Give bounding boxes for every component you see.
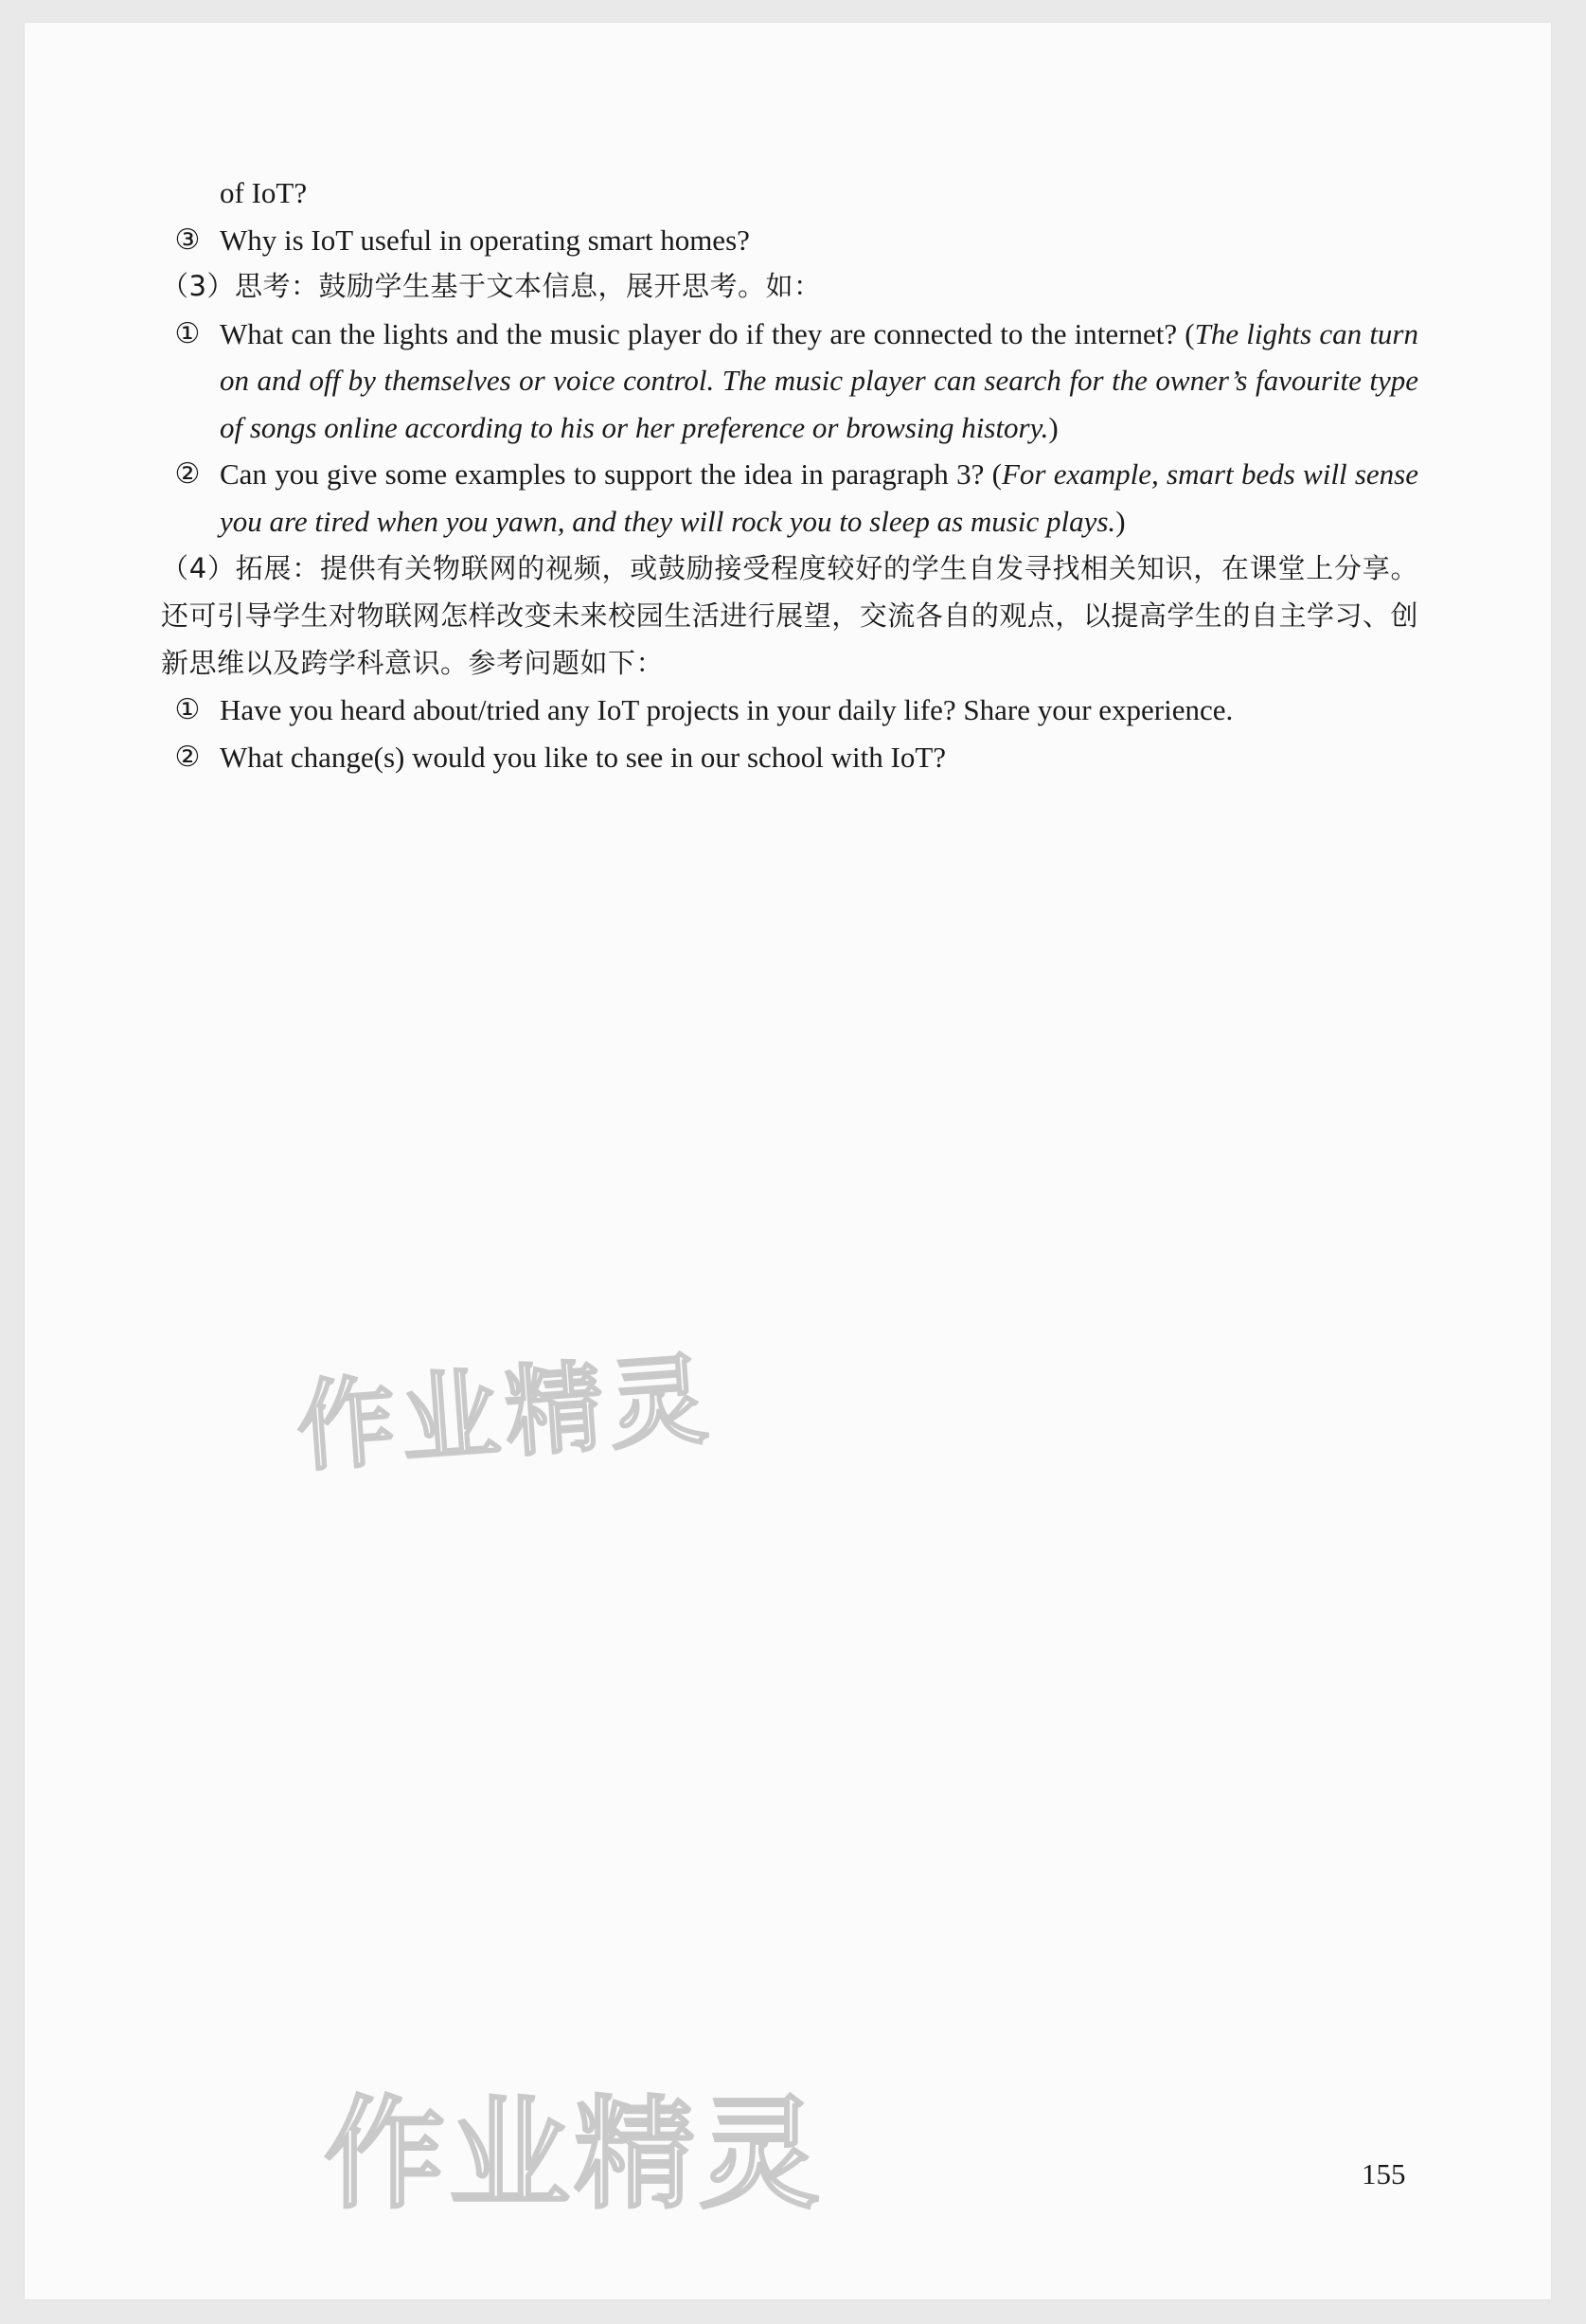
question-item: [169, 687, 1418, 734]
continued-question-line: [169, 170, 1418, 217]
answer-text: For example, smart beds will sense you are tired when you yawn, and they will rock you to sleep as music plays.: [220, 457, 1418, 538]
document-page: [25, 23, 1551, 2299]
question-text: Can you give some examples to support the idea in paragraph 3? (: [220, 457, 1002, 491]
item-number: ①: [174, 693, 201, 726]
question-text: of IoT?: [220, 176, 308, 209]
page-content: [161, 170, 1418, 780]
answer-text: The lights can turn on and off by themselves or voice control. The music player can search for the owner’s favourite type of songs online according to his or her preference or browsing history.: [220, 316, 1418, 444]
section-paragraph-extension: （4）拓展：提供有关物联网的视频，或鼓励接受程度较好的学生自发寻找相关知识，在课堂上分享。还可引导学生对物联网怎样改变未来校园生活进行展望，交流各自的观点，以提高学生的自主学习、创新思维以及跨学科意识。参考问题如下：: [161, 552, 1418, 679]
page-number: 155: [1362, 2157, 1406, 2190]
item-number: ①: [174, 316, 201, 350]
watermark-logo: 作业精灵: [293, 1341, 718, 1486]
closing-paren: ): [1115, 504, 1126, 538]
closing-paren: ): [1048, 410, 1059, 444]
section-heading-thinking: （3）思考：鼓励学生基于文本信息，展开思考。如：: [161, 270, 822, 302]
question-text: What change(s) would you like to see in our school with IoT?: [220, 740, 947, 774]
question-text: Why is IoT useful in operating smart homes?: [220, 223, 750, 257]
item-number: ②: [174, 457, 201, 491]
item-number: ②: [174, 740, 201, 774]
question-item: [169, 451, 1418, 545]
question-text: What can the lights and the music player do if they are connected to the internet? (: [220, 316, 1195, 350]
question-text: Have you heard about/tried any IoT projects in your daily life? Share your experience.: [220, 693, 1234, 726]
question-item: [169, 734, 1418, 781]
question-item: [169, 217, 1418, 264]
item-number: ③: [174, 223, 201, 257]
question-item: [169, 311, 1418, 452]
watermark-logo-bottom: 作业精灵: [324, 2084, 825, 2226]
